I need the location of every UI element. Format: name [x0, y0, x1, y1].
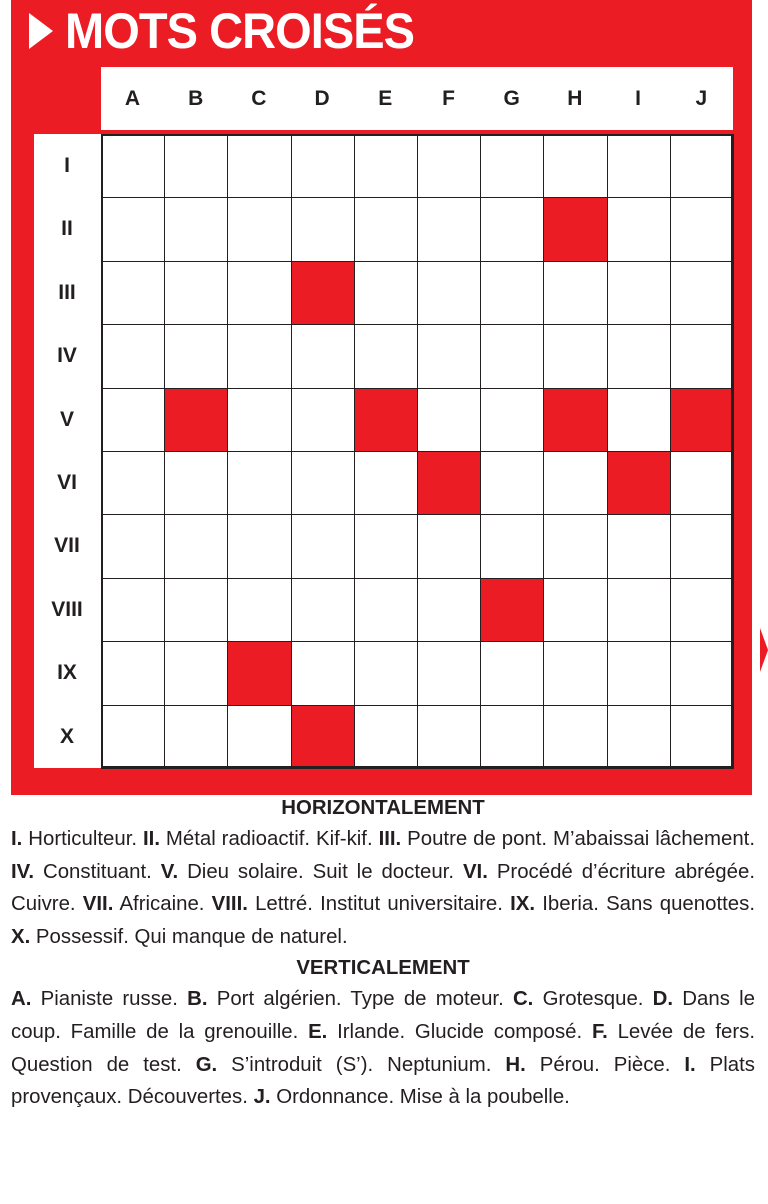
page-marker-icon	[760, 628, 768, 672]
black-cell-c-ix	[227, 641, 291, 705]
grid-cell-a-iv[interactable]	[101, 324, 165, 388]
grid-cell-i-ii[interactable]	[607, 197, 671, 261]
black-cell-h-ii	[543, 197, 607, 261]
grid-cell-j-x[interactable]	[670, 705, 734, 769]
grid-cell-g-ii[interactable]	[480, 197, 544, 261]
grid-cell-i-v[interactable]	[607, 388, 671, 452]
vertical-clue-number: I.	[684, 1053, 696, 1076]
grid-cell-d-vii[interactable]	[291, 514, 355, 578]
horizontal-clue-number: I.	[11, 828, 23, 850]
grid-cell-b-i[interactable]	[164, 134, 228, 198]
vertical-clue-number: H.	[505, 1053, 526, 1076]
grid-cell-i-iii[interactable]	[607, 261, 671, 325]
vertical-clue-text: Pérou. Pièce.	[525, 1053, 685, 1076]
column-label-h: H	[567, 87, 583, 110]
row-label-vii: VII	[54, 534, 80, 558]
grid-cell-a-x[interactable]	[101, 705, 165, 769]
grid-cell-j-i[interactable]	[670, 134, 734, 198]
grid-cell-c-vi[interactable]	[227, 451, 291, 515]
grid-cell-a-ix[interactable]	[101, 641, 165, 705]
grid-cell-e-vii[interactable]	[354, 514, 418, 578]
grid-cell-j-iv[interactable]	[670, 324, 734, 388]
vertical-clue-text: Port algérien. Type de moteur.	[207, 988, 513, 1011]
horizontal-clue-text: Poutre de pont. M’abaissai lâchement.	[401, 828, 755, 850]
row-label-ii: II	[61, 217, 73, 241]
vertical-clue-number: D.	[652, 988, 674, 1011]
vertical-heading: VERTICALEMENT	[296, 957, 470, 980]
title-bar	[29, 0, 436, 62]
grid-cell-h-x[interactable]	[543, 705, 607, 769]
grid-cell-g-v[interactable]	[480, 388, 544, 452]
grid-cell-c-i[interactable]	[227, 134, 291, 198]
vertical-clue-number: J.	[253, 1086, 271, 1109]
row-header	[34, 134, 102, 768]
grid-cell-g-iv[interactable]	[480, 324, 544, 388]
black-cell-h-v	[543, 388, 607, 452]
row-label-iii: III	[58, 280, 76, 304]
row-label-i: I	[64, 154, 70, 177]
grid-cell-d-ii[interactable]	[291, 197, 355, 261]
grid-cell-c-x[interactable]	[227, 705, 291, 769]
horizontal-clue-number: VII.	[82, 893, 114, 916]
grid-cell-f-vii[interactable]	[417, 514, 481, 578]
horizontal-clue-number: III.	[378, 828, 402, 850]
vertical-clue-text: Irlande. Glucide composé.	[327, 1020, 592, 1043]
grid-cell-a-vii[interactable]	[101, 514, 165, 578]
horizontal-clues	[11, 823, 755, 953]
black-cell-i-vi	[607, 451, 671, 515]
grid-cell-a-v[interactable]	[101, 388, 165, 452]
grid-cell-c-iii[interactable]	[227, 261, 291, 325]
horizontal-clue-number: IX.	[510, 893, 536, 916]
grid-cell-e-iv[interactable]	[354, 324, 418, 388]
grid-cell-a-iii[interactable]	[101, 261, 165, 325]
grid-cell-f-x[interactable]	[417, 705, 481, 769]
title-arrow-icon	[29, 13, 53, 49]
grid-cell-b-vii[interactable]	[164, 514, 228, 578]
grid-cell-f-ix[interactable]	[417, 641, 481, 705]
grid-cell-h-ix[interactable]	[543, 641, 607, 705]
grid-cell-h-i[interactable]	[543, 134, 607, 198]
grid-cell-j-ii[interactable]	[670, 197, 734, 261]
grid-cell-i-iv[interactable]	[607, 324, 671, 388]
horizontal-clue-number: II.	[142, 828, 160, 850]
grid-cell-d-i[interactable]	[291, 134, 355, 198]
grid-cell-d-v[interactable]	[291, 388, 355, 452]
grid-cell-g-iii[interactable]	[480, 261, 544, 325]
grid-cell-c-ii[interactable]	[227, 197, 291, 261]
grid-cell-c-viii[interactable]	[227, 578, 291, 642]
vertical-clue-number: B.	[187, 988, 208, 1011]
grid-cell-f-i[interactable]	[417, 134, 481, 198]
grid-cell-a-i[interactable]	[101, 134, 165, 198]
column-label-f: F	[442, 87, 455, 110]
grid-cell-f-iv[interactable]	[417, 324, 481, 388]
crossword-grid	[101, 134, 733, 768]
black-cell-g-viii	[480, 578, 544, 642]
black-cell-f-vi	[417, 451, 481, 515]
horizontal-clue-text: Métal radioactif. Kif-kif.	[159, 828, 379, 850]
horizontal-clue-text: Procédé d’écriture abrégée. Cuivre.	[11, 860, 755, 916]
grid-cell-e-vi[interactable]	[354, 451, 418, 515]
vertical-clue-number: F.	[591, 1020, 608, 1043]
column-label-b: B	[188, 87, 204, 110]
grid-cell-j-viii[interactable]	[670, 578, 734, 642]
row-label-ix: IX	[57, 661, 77, 685]
grid-cell-b-ix[interactable]	[164, 641, 228, 705]
grid-cell-d-vi[interactable]	[291, 451, 355, 515]
grid-cell-e-ii[interactable]	[354, 197, 418, 261]
grid-cell-b-vi[interactable]	[164, 451, 228, 515]
puzzle-title: MOTS CROISÉS	[65, 3, 415, 59]
grid-cell-g-vi[interactable]	[480, 451, 544, 515]
grid-cell-j-ix[interactable]	[670, 641, 734, 705]
row-label-vi: VI	[57, 471, 77, 494]
column-label-d: D	[314, 87, 330, 110]
vertical-clue-text: Plats provençaux. Découvertes.	[11, 1053, 756, 1109]
vertical-clue-text: Dans le coup. Famille de la grenouille.	[11, 988, 755, 1043]
grid-cell-e-ix[interactable]	[354, 641, 418, 705]
horizontal-clue-number: VIII.	[211, 893, 248, 916]
column-label-i: I	[635, 87, 642, 110]
vertical-clues	[11, 983, 755, 1113]
horizontal-clue-text: Africaine.	[113, 893, 212, 916]
grid-cell-b-ii[interactable]	[164, 197, 228, 261]
grid-cell-i-i[interactable]	[607, 134, 671, 198]
grid-cell-i-x[interactable]	[607, 705, 671, 769]
horizontal-clue-text: Constituant.	[34, 860, 161, 883]
column-label-j: J	[695, 87, 708, 110]
grid-cell-e-x[interactable]	[354, 705, 418, 769]
grid-cell-e-iii[interactable]	[354, 261, 418, 325]
grid-cell-c-vii[interactable]	[227, 514, 291, 578]
grid-cell-d-ix[interactable]	[291, 641, 355, 705]
grid-cell-g-ix[interactable]	[480, 641, 544, 705]
grid-cell-c-iv[interactable]	[227, 324, 291, 388]
horizontal-clue-text: Possessif. Qui manque de naturel.	[30, 925, 348, 948]
black-cell-b-v	[164, 388, 228, 452]
horizontal-clue-text: Lettré. Institut universitaire.	[247, 893, 511, 916]
row-label-v: V	[59, 407, 74, 431]
grid-cell-h-vi[interactable]	[543, 451, 607, 515]
vertical-clue-number: G.	[195, 1053, 218, 1076]
vertical-clue-number: E.	[308, 1020, 328, 1043]
grid-cell-h-iv[interactable]	[543, 324, 607, 388]
grid-cell-e-viii[interactable]	[354, 578, 418, 642]
vertical-clue-text: Ordonnance. Mise à la poubelle.	[270, 1086, 570, 1109]
grid-cell-g-i[interactable]	[480, 134, 544, 198]
black-cell-d-x	[291, 705, 355, 769]
grid-cell-a-ii[interactable]	[101, 197, 165, 261]
grid-cell-g-x[interactable]	[480, 705, 544, 769]
black-cell-j-v	[670, 388, 734, 452]
grid-cell-d-iv[interactable]	[291, 324, 355, 388]
vertical-clue-number: A.	[11, 988, 32, 1011]
row-label-iv: IV	[57, 344, 77, 368]
grid-cell-a-viii[interactable]	[101, 578, 165, 642]
row-label-x: X	[59, 724, 74, 748]
grid-cell-h-vii[interactable]	[543, 514, 607, 578]
column-label-e: E	[378, 87, 393, 110]
black-cell-d-iii	[291, 261, 355, 325]
horizontal-clue-text: Dieu solaire. Suit le docteur.	[178, 860, 463, 883]
horizontal-clue-number: V.	[160, 860, 179, 883]
grid-cell-i-vii[interactable]	[607, 514, 671, 578]
grid-cell-j-iii[interactable]	[670, 261, 734, 325]
column-label-g: G	[503, 87, 520, 110]
column-label-a: A	[124, 87, 141, 110]
grid-cell-f-iii[interactable]	[417, 261, 481, 325]
vertical-clue-number: C.	[512, 988, 534, 1011]
grid-cell-b-x[interactable]	[164, 705, 228, 769]
column-label-c: C	[251, 87, 267, 110]
grid-cell-a-vi[interactable]	[101, 451, 165, 515]
grid-cell-h-viii[interactable]	[543, 578, 607, 642]
grid-cell-d-viii[interactable]	[291, 578, 355, 642]
grid-cell-i-viii[interactable]	[607, 578, 671, 642]
column-header	[101, 67, 733, 130]
horizontal-clue-text: Horticulteur.	[22, 828, 143, 850]
horizontal-clue-number: IV.	[11, 860, 35, 883]
grid-cell-j-vii[interactable]	[670, 514, 734, 578]
horizontal-clue-number: VI.	[462, 860, 488, 883]
grid-cell-h-iii[interactable]	[543, 261, 607, 325]
row-label-viii: VIII	[51, 597, 83, 621]
black-cell-e-v	[354, 388, 418, 452]
grid-cell-g-vii[interactable]	[480, 514, 544, 578]
horizontal-clue-text: Iberia. Sans quenottes.	[535, 893, 755, 916]
grid-cell-i-ix[interactable]	[607, 641, 671, 705]
vertical-clue-text: Levée de fers. Question de test.	[11, 1020, 755, 1076]
horizontal-heading: HORIZONTALEMENT	[281, 797, 485, 819]
vertical-clue-text: S’introduit (S’). Neptunium.	[217, 1053, 506, 1076]
grid-cell-f-ii[interactable]	[417, 197, 481, 261]
clues-section	[11, 793, 755, 1114]
horizontal-clue-number: X.	[11, 925, 31, 948]
grid-cell-b-viii[interactable]	[164, 578, 228, 642]
grid-cell-c-v[interactable]	[227, 388, 291, 452]
grid-cell-j-vi[interactable]	[670, 451, 734, 515]
vertical-clue-text: Pianiste russe.	[31, 988, 188, 1011]
grid-cell-b-iii[interactable]	[164, 261, 228, 325]
grid-cell-e-i[interactable]	[354, 134, 418, 198]
grid-cell-f-v[interactable]	[417, 388, 481, 452]
grid-cell-b-iv[interactable]	[164, 324, 228, 388]
grid-cell-f-viii[interactable]	[417, 578, 481, 642]
vertical-clue-text: Grotesque.	[533, 988, 653, 1011]
